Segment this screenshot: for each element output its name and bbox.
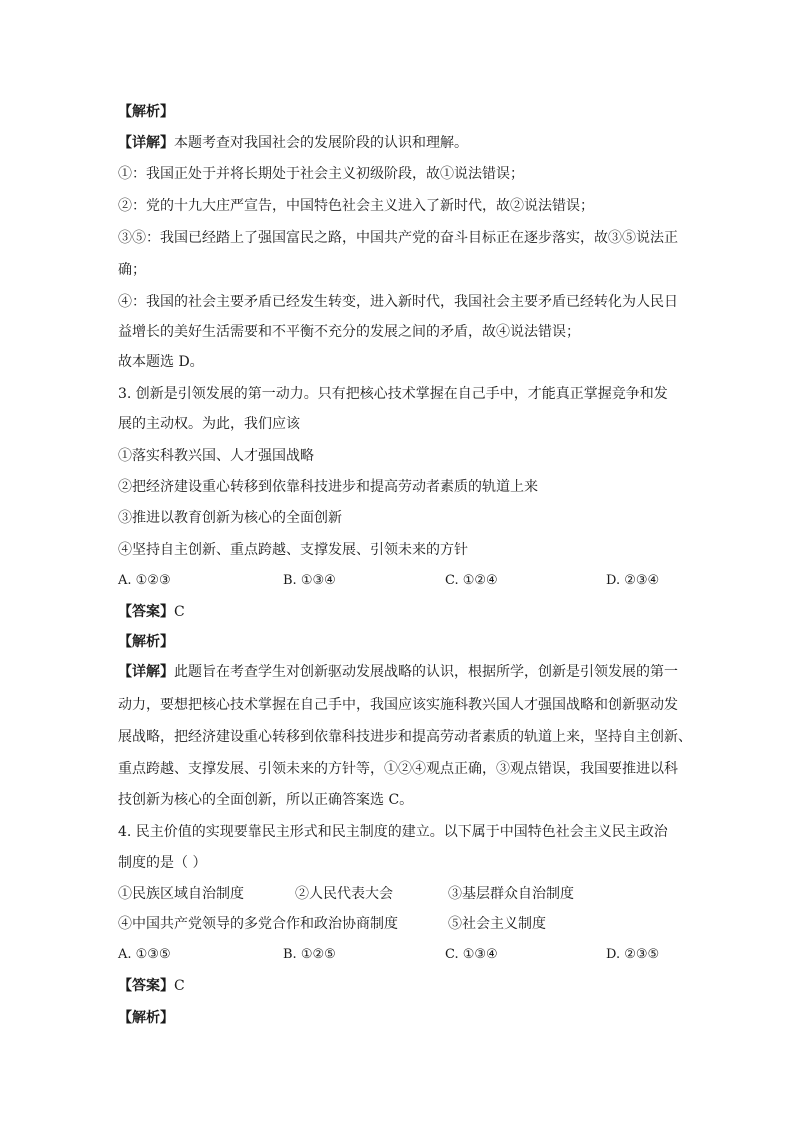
answer-value: C	[174, 604, 185, 620]
explanation-line: 技创新为核心的全面创新，所以正确答案选 C。	[118, 792, 414, 808]
explanation-line: ①：我国正处于并将长期处于社会主义初级阶段，故①说法错误；	[118, 166, 524, 182]
detail-heading: 【详解】	[118, 664, 174, 680]
explanation-line: 动力，要想把核心技术掌握在自己手中，我国应该实施科教兴国人才强国战略和创新驱动发	[118, 697, 678, 713]
answer-heading: 【答案】	[118, 604, 174, 620]
explanation-line: 展战略，把经济建设重心转移到依靠科技进步和提高劳动者素质的轨道上来，坚持自主创新、	[118, 729, 692, 745]
explanation-line: ③⑤：我国已经踏上了强国富民之路，中国共产党的奋斗目标正在逐步落实，故③⑤说法正	[118, 230, 678, 246]
detail-line	[118, 133, 468, 153]
choice-d: D. ②③④	[606, 573, 660, 588]
statement-item: ②人民代表大会	[295, 886, 393, 902]
statement-item: ④中国共产党领导的多党合作和政治协商制度	[118, 916, 398, 932]
explanation-line: 重点跨越、支撑发展、引领未来的方针等，①②④观点正确，③观点错误，我国要推进以科	[118, 761, 678, 777]
answer-heading: 【答案】	[118, 978, 174, 994]
statement-item: ②把经济建设重心转移到依靠科技进步和提高劳动者素质的轨道上来	[118, 479, 538, 495]
choice-d: D. ②③⑤	[606, 947, 660, 962]
explanation-line: 益增长的美好生活需要和不平衡不充分的发展之间的矛盾，故④说法错误；	[118, 324, 580, 340]
detail-text: 此题旨在考查学生对创新驱动发展战略的认识，根据所学，创新是引领发展的第一	[174, 664, 678, 680]
choice-a: A. ①②③	[118, 573, 171, 588]
answer-line	[118, 976, 185, 996]
answer-line	[118, 602, 185, 622]
analysis-heading: 【解析】	[118, 634, 174, 650]
statement-item: ⑤社会主义制度	[448, 916, 546, 932]
analysis-heading: 【解析】	[118, 1010, 174, 1026]
question-stem: 4. 民主价值的实现要靠民主形式和民主制度的建立。以下属于中国特色社会主义民主政治	[118, 824, 668, 840]
choice-c: C. ①②④	[445, 573, 498, 588]
conclusion-line: 故本题选 D。	[118, 354, 204, 370]
detail-heading: 【详解】	[118, 135, 174, 151]
statement-item: ①落实科教兴国、人才强国战略	[118, 448, 314, 464]
question-stem: 制度的是（ ）	[118, 855, 207, 871]
statement-item: ③基层群众自治制度	[448, 886, 574, 902]
answer-value: C	[174, 978, 185, 994]
choice-a: A. ①③⑤	[118, 947, 171, 962]
choice-b: B. ①③④	[283, 573, 336, 588]
question-stem: 3. 创新是引领发展的第一动力。只有把核心技术掌握在自己手中，才能真正掌握竞争和发	[118, 386, 668, 402]
explanation-line: ②：党的十九大庄严宣告，中国特色社会主义进入了新时代，故②说法错误；	[118, 198, 594, 214]
statement-item: ④坚持自主创新、重点跨越、支撑发展、引领未来的方针	[118, 542, 468, 558]
detail-line	[118, 662, 678, 682]
statement-item: ①民族区域自治制度	[118, 886, 244, 902]
choice-c: C. ①③④	[445, 947, 498, 962]
analysis-heading: 【解析】	[118, 104, 174, 120]
question-stem: 展的主动权。为此，我们应该	[118, 416, 300, 432]
detail-text: 本题考查对我国社会的发展阶段的认识和理解。	[174, 135, 468, 151]
explanation-line: 确；	[118, 262, 146, 278]
choice-b: B. ①②⑤	[283, 947, 336, 962]
statement-item: ③推进以教育创新为核心的全面创新	[118, 510, 342, 526]
explanation-line: ④：我国的社会主要矛盾已经发生转变，进入新时代，我国社会主要矛盾已经转化为人民日	[118, 294, 678, 310]
